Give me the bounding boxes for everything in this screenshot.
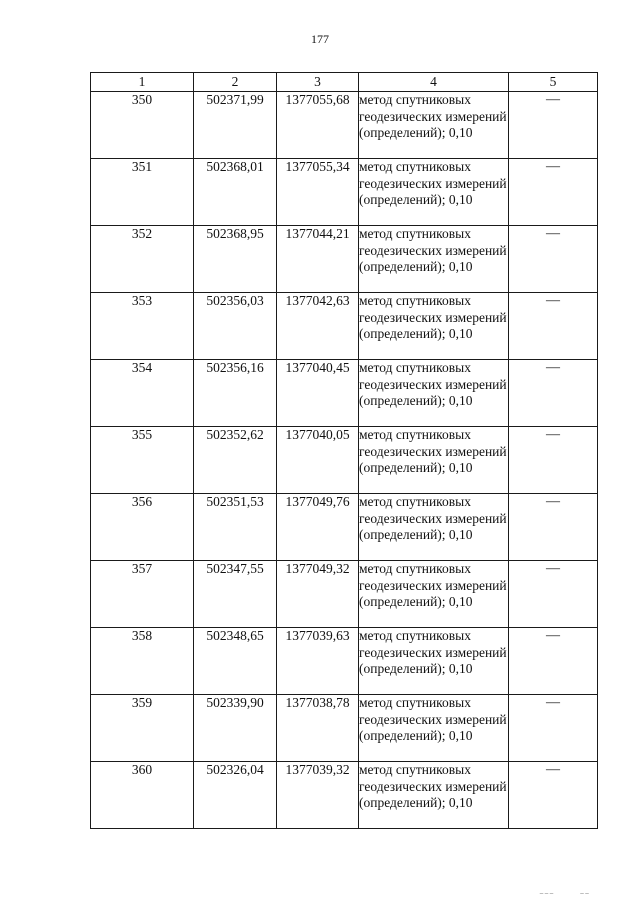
note-cell: — [509,695,598,762]
y-coordinate-cell: 1377049,32 [277,561,359,628]
coordinates-table [90,72,598,829]
method-accuracy-cell: метод спутниковых геодезических измерений (определений); 0,10 [359,293,509,360]
note-cell: — [509,628,598,695]
column-header: 5 [509,73,598,92]
point-number-cell: 356 [91,494,194,561]
note-cell: — [509,561,598,628]
method-accuracy-cell: метод спутниковых геодезических измерений (определений); 0,10 [359,159,509,226]
point-number-cell: 358 [91,628,194,695]
x-coordinate-cell: 502347,55 [194,561,277,628]
method-accuracy-cell: метод спутниковых геодезических измерений (определений); 0,10 [359,360,509,427]
method-accuracy-cell: метод спутниковых геодезических измерений (определений); 0,10 [359,762,509,829]
table-row [91,159,598,226]
column-header: 3 [277,73,359,92]
note-cell: — [509,762,598,829]
note-cell: — [509,427,598,494]
table-row [91,92,598,159]
point-number-cell: 351 [91,159,194,226]
note-cell: — [509,360,598,427]
point-number-cell: 355 [91,427,194,494]
y-coordinate-cell: 1377039,32 [277,762,359,829]
table-header-row [91,73,598,92]
table-row [91,494,598,561]
x-coordinate-cell: 502368,01 [194,159,277,226]
x-coordinate-cell: 502368,95 [194,226,277,293]
table-row [91,226,598,293]
page-number: 177 [311,32,329,46]
point-number-cell: 353 [91,293,194,360]
x-coordinate-cell: 502326,04 [194,762,277,829]
x-coordinate-cell: 502356,16 [194,360,277,427]
x-coordinate-cell: 502348,65 [194,628,277,695]
y-coordinate-cell: 1377042,63 [277,293,359,360]
scan-marks: ‾‾‾ ‾‾ [540,893,591,903]
point-number-cell: 350 [91,92,194,159]
table-row [91,762,598,829]
method-accuracy-cell: метод спутниковых геодезических измерений (определений); 0,10 [359,561,509,628]
column-header: 1 [91,73,194,92]
point-number-cell: 354 [91,360,194,427]
table-row [91,427,598,494]
x-coordinate-cell: 502352,62 [194,427,277,494]
method-accuracy-cell: метод спутниковых геодезических измерений (определений); 0,10 [359,92,509,159]
x-coordinate-cell: 502356,03 [194,293,277,360]
table-row [91,293,598,360]
method-accuracy-cell: метод спутниковых геодезических измерений (определений); 0,10 [359,427,509,494]
x-coordinate-cell: 502339,90 [194,695,277,762]
y-coordinate-cell: 1377044,21 [277,226,359,293]
y-coordinate-cell: 1377040,05 [277,427,359,494]
table-row [91,360,598,427]
note-cell: — [509,494,598,561]
method-accuracy-cell: метод спутниковых геодезических измерений (определений); 0,10 [359,226,509,293]
y-coordinate-cell: 1377055,34 [277,159,359,226]
note-cell: — [509,293,598,360]
point-number-cell: 360 [91,762,194,829]
y-coordinate-cell: 1377039,63 [277,628,359,695]
method-accuracy-cell: метод спутниковых геодезических измерений (определений); 0,10 [359,628,509,695]
y-coordinate-cell: 1377038,78 [277,695,359,762]
method-accuracy-cell: метод спутниковых геодезических измерений (определений); 0,10 [359,494,509,561]
note-cell: — [509,92,598,159]
table-row [91,695,598,762]
point-number-cell: 357 [91,561,194,628]
y-coordinate-cell: 1377055,68 [277,92,359,159]
table-row [91,628,598,695]
table-row [91,561,598,628]
note-cell: — [509,159,598,226]
x-coordinate-cell: 502371,99 [194,92,277,159]
point-number-cell: 352 [91,226,194,293]
column-header: 4 [359,73,509,92]
y-coordinate-cell: 1377049,76 [277,494,359,561]
note-cell: — [509,226,598,293]
x-coordinate-cell: 502351,53 [194,494,277,561]
column-header: 2 [194,73,277,92]
point-number-cell: 359 [91,695,194,762]
y-coordinate-cell: 1377040,45 [277,360,359,427]
method-accuracy-cell: метод спутниковых геодезических измерений (определений); 0,10 [359,695,509,762]
